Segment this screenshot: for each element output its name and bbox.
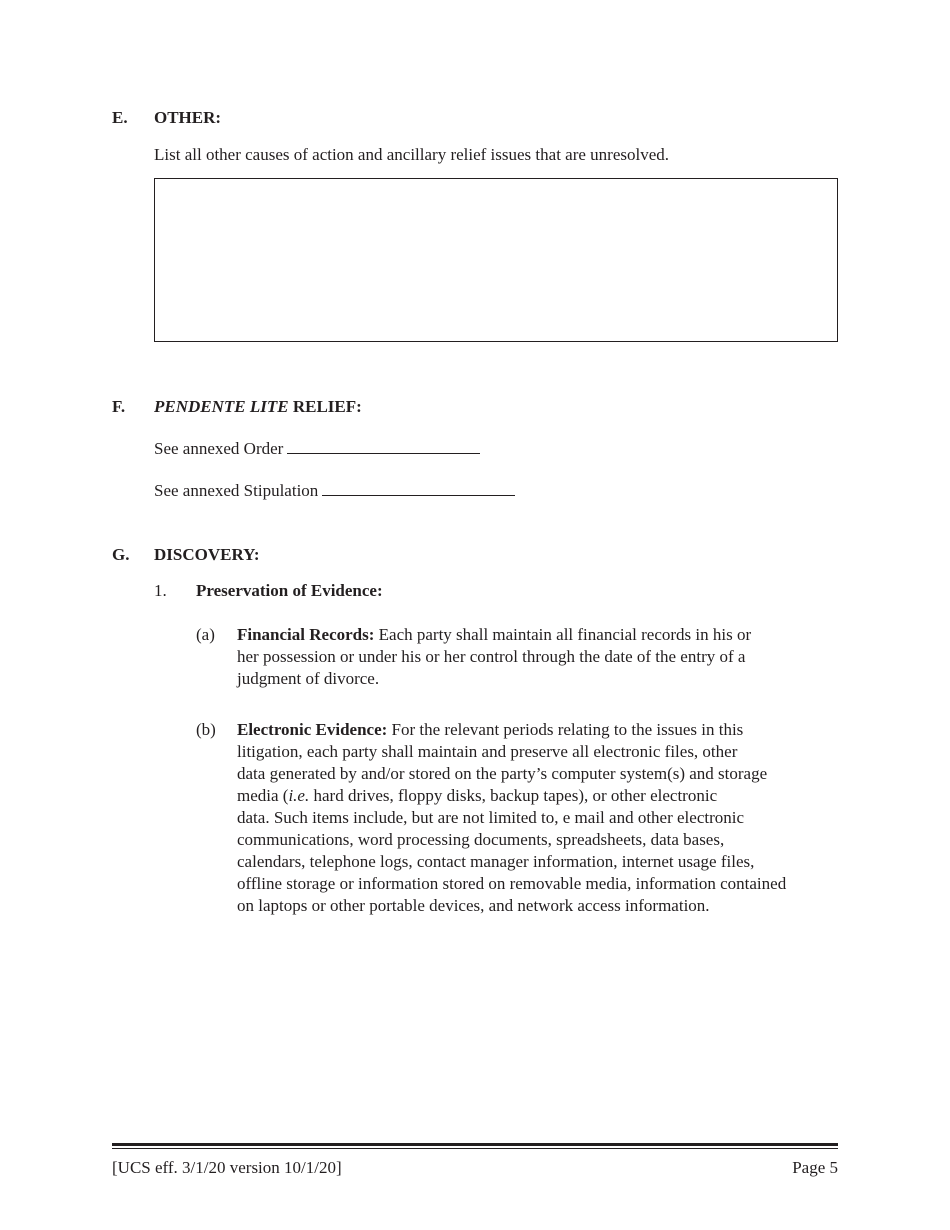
section-f-title-rest: RELIEF:: [288, 397, 362, 416]
other-issues-text-box[interactable]: [154, 178, 838, 342]
sub-b-line-9: on laptops or other portable devices, and network access information.: [237, 896, 710, 915]
section-e-title: OTHER:: [154, 108, 222, 127]
annexed-order-label: See annexed Order: [154, 439, 284, 458]
sub-a-line-1: Each party shall maintain all financial records in his or: [374, 625, 752, 644]
sub-b-line-2: litigation, each party shall maintain and preserve all electronic files, other: [237, 742, 738, 761]
sub-b-line-3: data generated by and/or stored on the party’s computer system(s) and storage: [237, 764, 768, 783]
section-f-title: [154, 396, 362, 418]
sub-b-label: (b): [196, 720, 216, 739]
footer-rule-thin: [112, 1148, 838, 1149]
section-g-title: DISCOVERY:: [154, 545, 260, 564]
annexed-stipulation-field[interactable]: [322, 494, 515, 496]
sub-a-line-3: judgment of divorce.: [237, 669, 380, 688]
financial-records-heading: Financial Records:: [237, 625, 375, 644]
item-1-number: 1.: [154, 581, 167, 600]
sub-b-line-4-pre: media (: [237, 786, 289, 805]
sub-b-line-6: communications, word processing documents, spreadsheets, data bases,: [237, 830, 725, 849]
sub-a-label: (a): [196, 625, 215, 644]
financial-records-paragraph: [237, 624, 847, 690]
section-f-letter: F.: [112, 397, 126, 416]
annexed-stipulation-label: See annexed Stipulation: [154, 481, 319, 500]
sub-b-line-4-post: hard drives, floppy disks, backup tapes), or other electronic: [309, 786, 718, 805]
electronic-evidence-heading: Electronic Evidence:: [237, 720, 388, 739]
sub-a-line-2: her possession or under his or her control through the date of the entry of a: [237, 647, 746, 666]
sub-b-line-5: data. Such items include, but are not limited to, e mail and other electronic: [237, 808, 745, 827]
section-g-letter: G.: [112, 545, 130, 564]
section-e-instruction: List all other causes of action and ancillary relief issues that are unresolved.: [154, 145, 670, 164]
footer-version: [UCS eff. 3/1/20 version 10/1/20]: [112, 1158, 342, 1177]
sub-b-line-1: For the relevant periods relating to the issues in this: [387, 720, 744, 739]
item-1-title: Preservation of Evidence:: [196, 581, 383, 600]
sub-b-line-7: calendars, telephone logs, contact manager information, internet usage files,: [237, 852, 755, 871]
annexed-order-field[interactable]: [287, 452, 480, 454]
section-f-title-italic: PENDENTE LITE: [154, 397, 289, 416]
annexed-order-row: [154, 438, 480, 460]
annexed-stipulation-row: [154, 480, 515, 502]
footer-page-number: Page 5: [792, 1158, 838, 1177]
sub-b-line-8: offline storage or information stored on removable media, information contained: [237, 874, 787, 893]
sub-b-line-4-italic: i.e.: [288, 786, 310, 805]
footer-rule-thick: [112, 1143, 838, 1146]
section-e-letter: E.: [112, 108, 128, 127]
electronic-evidence-paragraph: [237, 719, 847, 917]
